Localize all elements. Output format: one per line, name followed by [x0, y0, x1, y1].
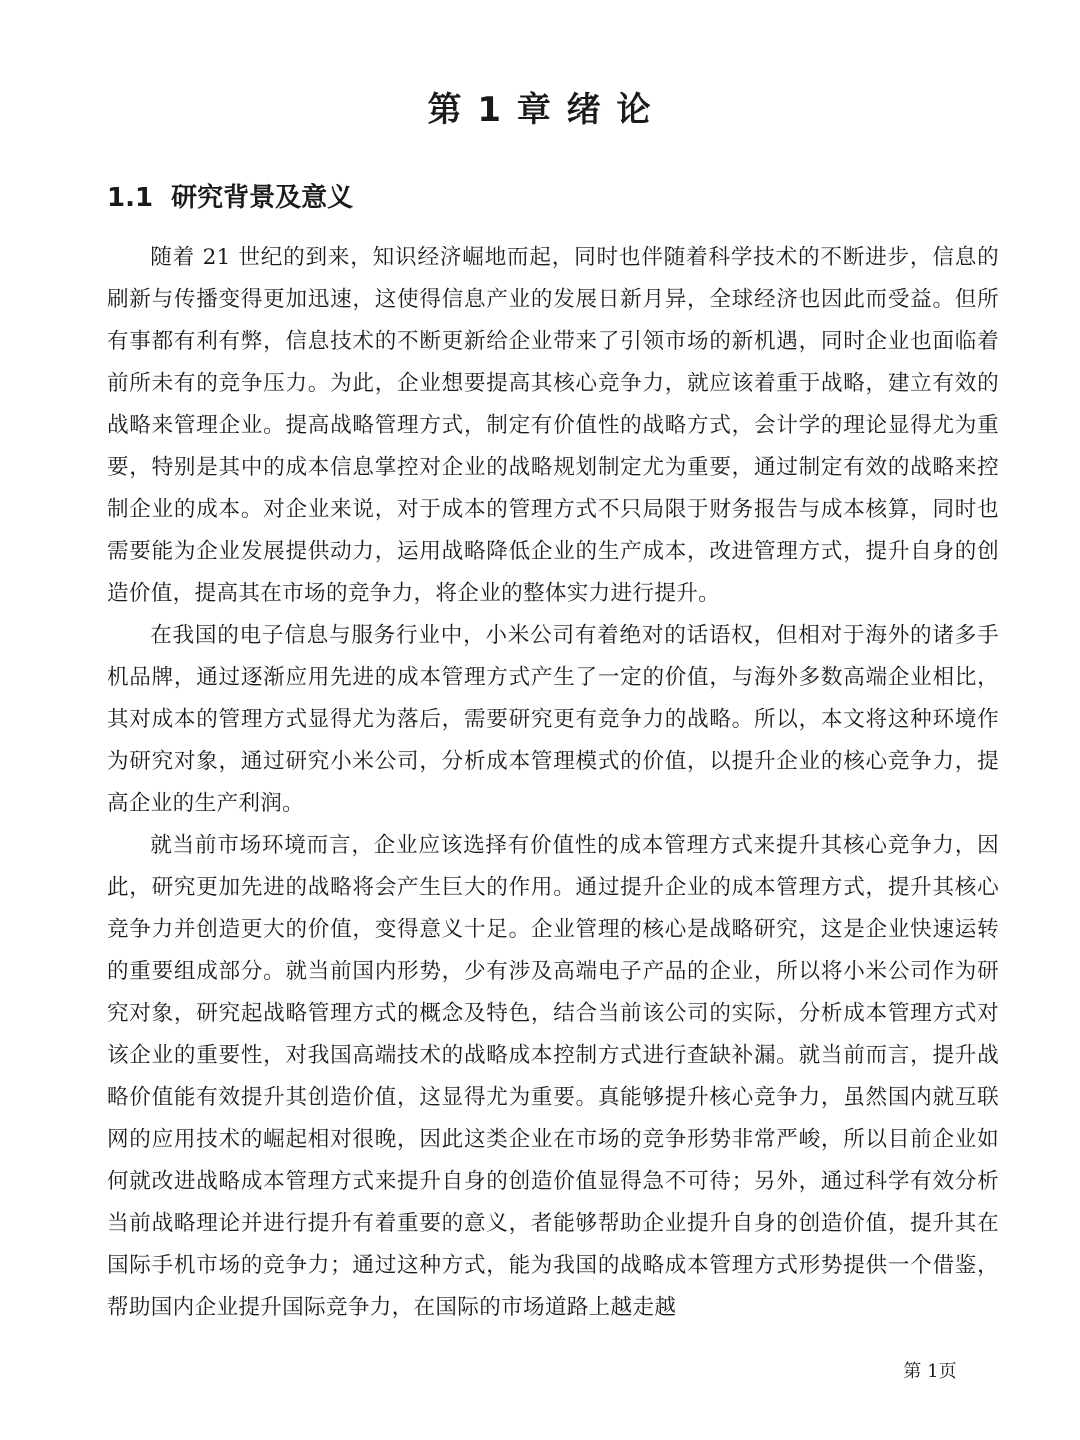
- section-number: 1.1: [107, 183, 154, 213]
- chapter-title: 第 1 章 绪 论: [427, 90, 653, 130]
- paragraph: 在我国的电子信息与服务行业中，小米公司有着绝对的话语权，但相对于海外的诸多手机品牌，通过逐渐应用先进的成本管理方式产生了一定的价值，与海外多数高端企业相比，其对成本的管理方式显得尤为落后，需要研究更有竞争力的战略。所以，本文将这种环境作为研究对象，通过研究小米公司，分析成本管理模式的价值，以提升企业的核心竞争力，提高企业的生产利润。: [107, 623, 999, 816]
- body-text: [107, 237, 999, 1329]
- paragraph: 就当前市场环境而言，企业应该选择有价值性的成本管理方式来提升其核心竞争力，因此，研究更加先进的战略将会产生巨大的作用。通过提升企业的成本管理方式，提升其核心竞争力并创造更大的价值，变得意义十足。企业管理的核心是战略研究，这是企业快速运转的重要组成部分。就当前国内形势，少有涉及高端电子产品的企业，所以将小米公司作为研究对象，研究起战略管理方式的概念及特色，结合当前该公司的实际，分析成本管理方式对该企业的重要性，对我国高端技术的战略成本控制方式进行查缺补漏。就当前而言，提升战略价值能有效提升其创造价值，这显得尤为重要。真能够提升核心竞争力，虽然国内就互联网的应用技术的崛起相对很晚，因此这类企业在市场的竞争形势非常严峻，所以目前企业如何就改进战略成本管理方式来提升自身的创造价值显得急不可待；另外，通过科学有效分析当前战略理论并进行提升有着重要的意义，者能够帮助企业提升自身的创造价值，提升其在国际手机市场的竞争力；通过这种方式，能为我国的战略成本管理方式形势提供一个借鉴，帮助国内企业提升国际竞争力，在国际的市场道路上越走越: [107, 833, 999, 1320]
- paragraph: 随着 21 世纪的到来，知识经济崛地而起，同时也伴随着科学技术的不断进步，信息的刷新与传播变得更加迅速，这使得信息产业的发展日新月异，全球经济也因此而受益。但所有事都有利有弊，信息技术的不断更新给企业带来了引领市场的新机遇，同时企业也面临着前所未有的竞争压力。为此，企业想要提高其核心竞争力，就应该着重于战略，建立有效的战略来管理企业。提高战略管理方式，制定有价值性的战略方式，会计学的理论显得尤为重要，特别是其中的成本信息掌控对企业的战略规划制定尤为重要，通过制定有效的战略来控制企业的成本。对企业来说，对于成本的管理方式不只局限于财务报告与成本核算，同时也需要能为企业发展提供动力，运用战略降低企业的生产成本，改进管理方式，提升自身的创造价值，提高其在市场的竞争力，将企业的整体实力进行提升。: [107, 245, 999, 606]
- page-number: 第 1页: [903, 1361, 957, 1382]
- section-title: 研究背景及意义: [171, 183, 354, 213]
- section-heading: [107, 176, 353, 220]
